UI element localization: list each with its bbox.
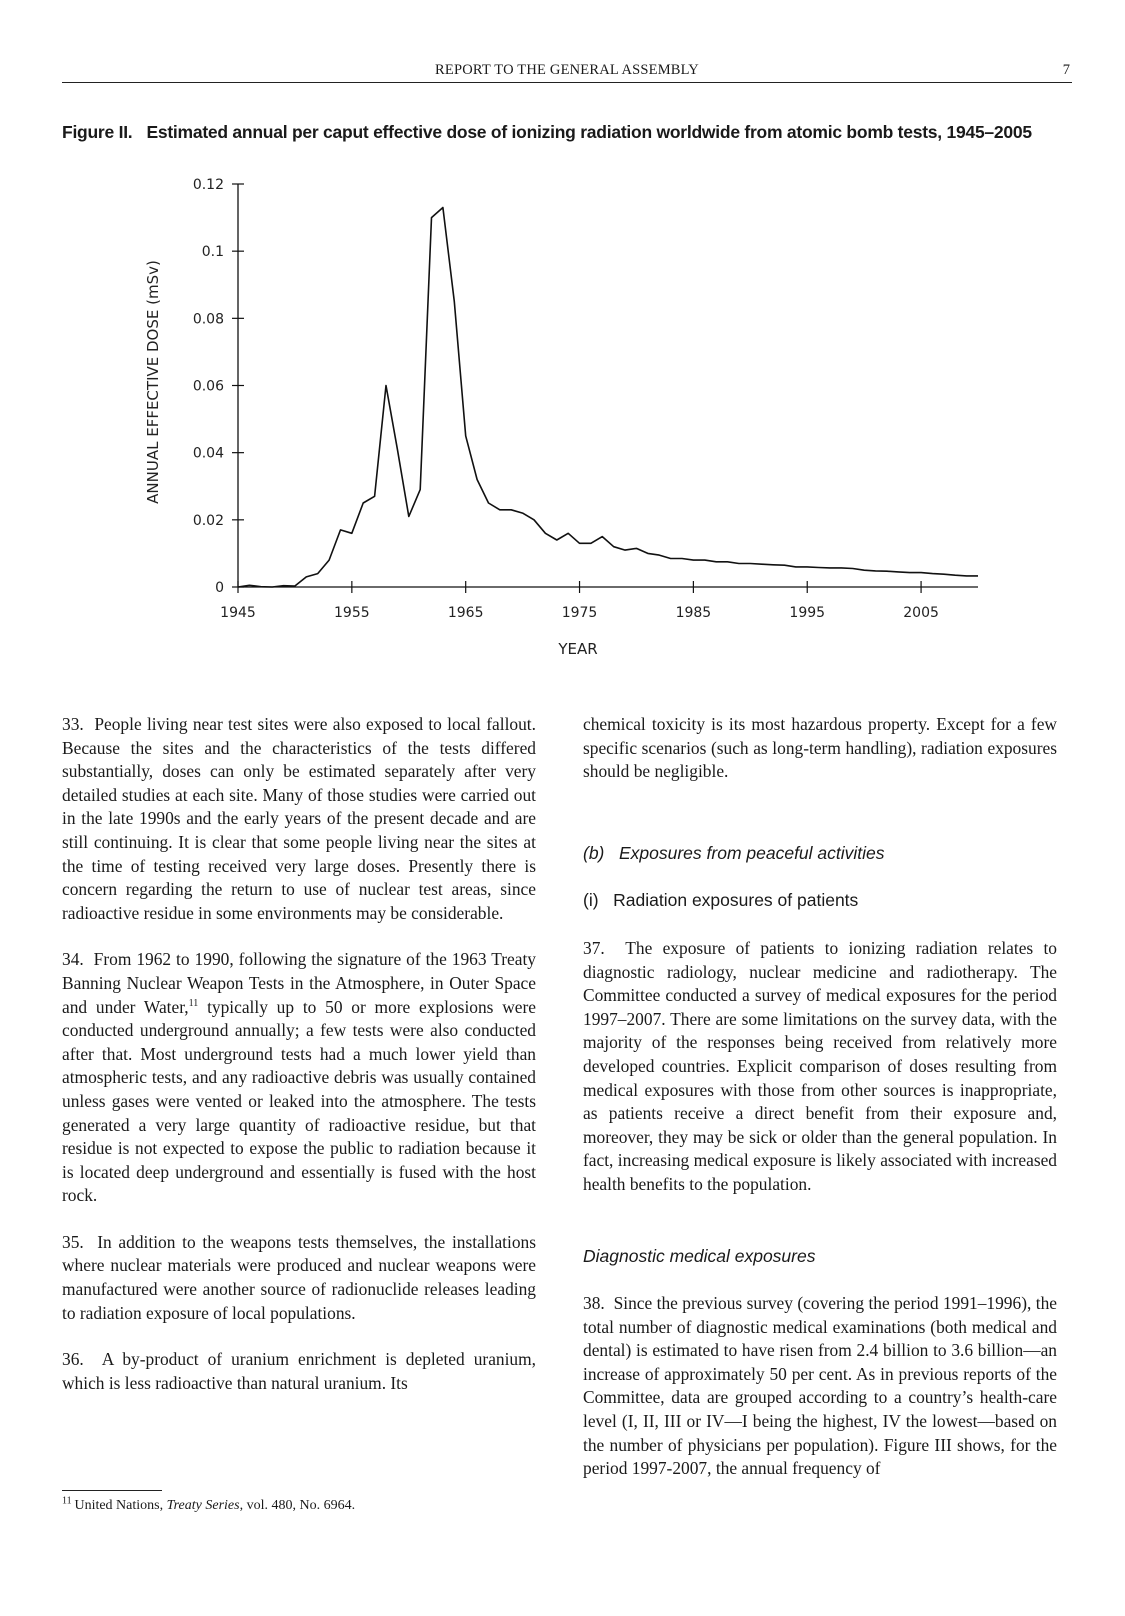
footnote-rule [62, 1490, 162, 1491]
paragraph-text: A by-product of uranium enrichment is depleted uranium, which is less radioactive than natural uranium. Its [62, 1349, 537, 1393]
page-number: 7 [1062, 62, 1070, 78]
paragraph-35 [62, 1231, 536, 1325]
y-tick-label: 0 [215, 580, 224, 596]
paragraph-38 [583, 1292, 1057, 1481]
y-tick-label: 0.1 [201, 244, 224, 261]
x-tick-label: 1995 [789, 605, 826, 621]
paragraph-37 [583, 937, 1057, 1197]
paragraph-number: 36. [62, 1349, 84, 1370]
paragraph-number: 37. [583, 937, 605, 958]
x-tick-label: 1965 [447, 605, 484, 621]
y-axis-label: ANNUAL EFFECTIVE DOSE (mSv) [144, 260, 162, 504]
x-tick-label: 2005 [903, 605, 939, 621]
y-tick-label: 0.04 [192, 445, 224, 462]
heading-text: Radiation exposures of patients [613, 890, 859, 911]
y-tick-label: 0.02 [192, 512, 224, 529]
footnote-text-end: , vol. 480, No. 6964. [239, 1498, 356, 1513]
dose-line-chart [0, 160, 1125, 670]
section-heading-i [583, 889, 1057, 913]
footnote-italic-text: Treaty Series [166, 1498, 240, 1513]
paragraph-text: From 1962 to 1990, following the signature of the 1963 Treaty Banning Nuclear Weapon Tests in the Atmosphere, in Outer Space and under Water, [62, 949, 536, 1017]
x-tick-label: 1945 [220, 605, 256, 621]
footnote [62, 1495, 356, 1514]
figure-title: Estimated annual per caput effective dose of ionizing radiation worldwide from atomic bomb tests, 1945–2005 [146, 122, 1032, 142]
paragraph-36-continued: chemical toxicity is its most hazardous property. Except for a few specific scenarios (such as long-term handling), radiation exposures should be negligible. [583, 714, 1057, 782]
figure-caption [62, 122, 1102, 143]
paragraph-text: Since the previous survey (covering the period 1991–1996), the total number of diagnostic medical examinations (both medical and dental) is estimated to have risen from 2.4 billion to 3.6 billion—an increase of approximately 50 per cent. As in previous reports of the Committee, data are grouped according to a country’s health-care level (I, II, III or IV—I being the highest, IV the lowest—based on the number of physicians per population). Figure III shows, for the period 1997-2007, the annual frequency of [583, 1293, 1057, 1479]
running-title: REPORT TO THE GENERAL ASSEMBLY [435, 62, 699, 78]
right-column [583, 713, 1057, 1481]
paragraph-text: People living near test sites were also exposed to local fallout. Because the sites and the characteristics of the tests differed substantially, doses can only be estimated separately after very detailed studies at each site. Many of those studies were carried out in the late 1990s and the early years of the present decade and are still continuing. It is clear that some people living near the sites at the time of testing received very large doses. Presently there is concern regarding the return to use of nuclear test areas, since radioactive residue in some environments may be considerable. [62, 714, 536, 923]
section-heading-b [583, 842, 1057, 866]
footnote-text: United Nations, [74, 1498, 167, 1513]
paragraph-number: 33. [62, 714, 84, 734]
y-tick-label: 0.12 [192, 177, 224, 193]
heading-marker: (i) [583, 890, 599, 911]
running-header [62, 62, 1072, 83]
subsection-heading-diagnostic: Diagnostic medical exposures [583, 1245, 816, 1266]
chart-ticks [193, 177, 939, 621]
paragraph-number: 38. [583, 1293, 605, 1314]
paragraph-number: 35. [62, 1231, 84, 1252]
figure-label: Figure II. [62, 122, 133, 142]
heading-text: Exposures from peaceful activities [618, 842, 885, 863]
paragraph-text-cont: typically up to 50 or more explosions were conducted underground annually; a few tests were also conducted after that. Most underground tests had a much lower yield than atmospheric tests, and any radioactive debris was usually contained unless gases were vented or leaked into the atmosphere. The tests generated a very large quantity of radioactive residue, but that residue is not expected to expose the public to radiation because it is located deep underground and essentially is fused with the host rock. [62, 996, 536, 1206]
x-tick-label: 1955 [334, 605, 370, 621]
left-column [62, 713, 536, 1395]
series-line-dose [238, 208, 978, 588]
y-tick-label: 0.08 [192, 311, 224, 328]
footnote-number: 11 [62, 1495, 72, 1507]
paragraph-text: In addition to the weapons tests themselves, the installations where nuclear materials were produced and nuclear weapons were manufactured were another source of radionuclide releases leading to radiation exposure of local populations. [62, 1231, 536, 1323]
paragraph-34 [62, 948, 536, 1208]
footnote-reference[interactable]: 11 [188, 997, 199, 1009]
paragraph-number: 34. [62, 949, 84, 970]
x-tick-label: 1985 [675, 605, 712, 621]
y-tick-label: 0.06 [192, 378, 224, 395]
x-axis-label: YEAR [558, 640, 598, 658]
paragraph-text: The exposure of patients to ionizing radiation relates to diagnostic radiology, nuclear medicine and radiotherapy. The Committee conducted a survey of medical exposures for the period 1997–2007. There are some limitations on the survey data, with the majority of the responses being received from relatively more developed countries. Explicit comparison of doses resulting from medical exposures with those from other sources is inappropriate, as patients receive a direct benefit from their exposure and, moreover, they may be sick or older than the general population. In fact, increasing medical exposure is likely associated with increased health benefits to the population. [583, 937, 1057, 1194]
paragraph-33 [62, 713, 536, 925]
chart-axes [238, 184, 978, 587]
paragraph-36-start [62, 1348, 536, 1395]
heading-marker: (b) [583, 842, 605, 863]
x-tick-label: 1975 [561, 605, 598, 621]
